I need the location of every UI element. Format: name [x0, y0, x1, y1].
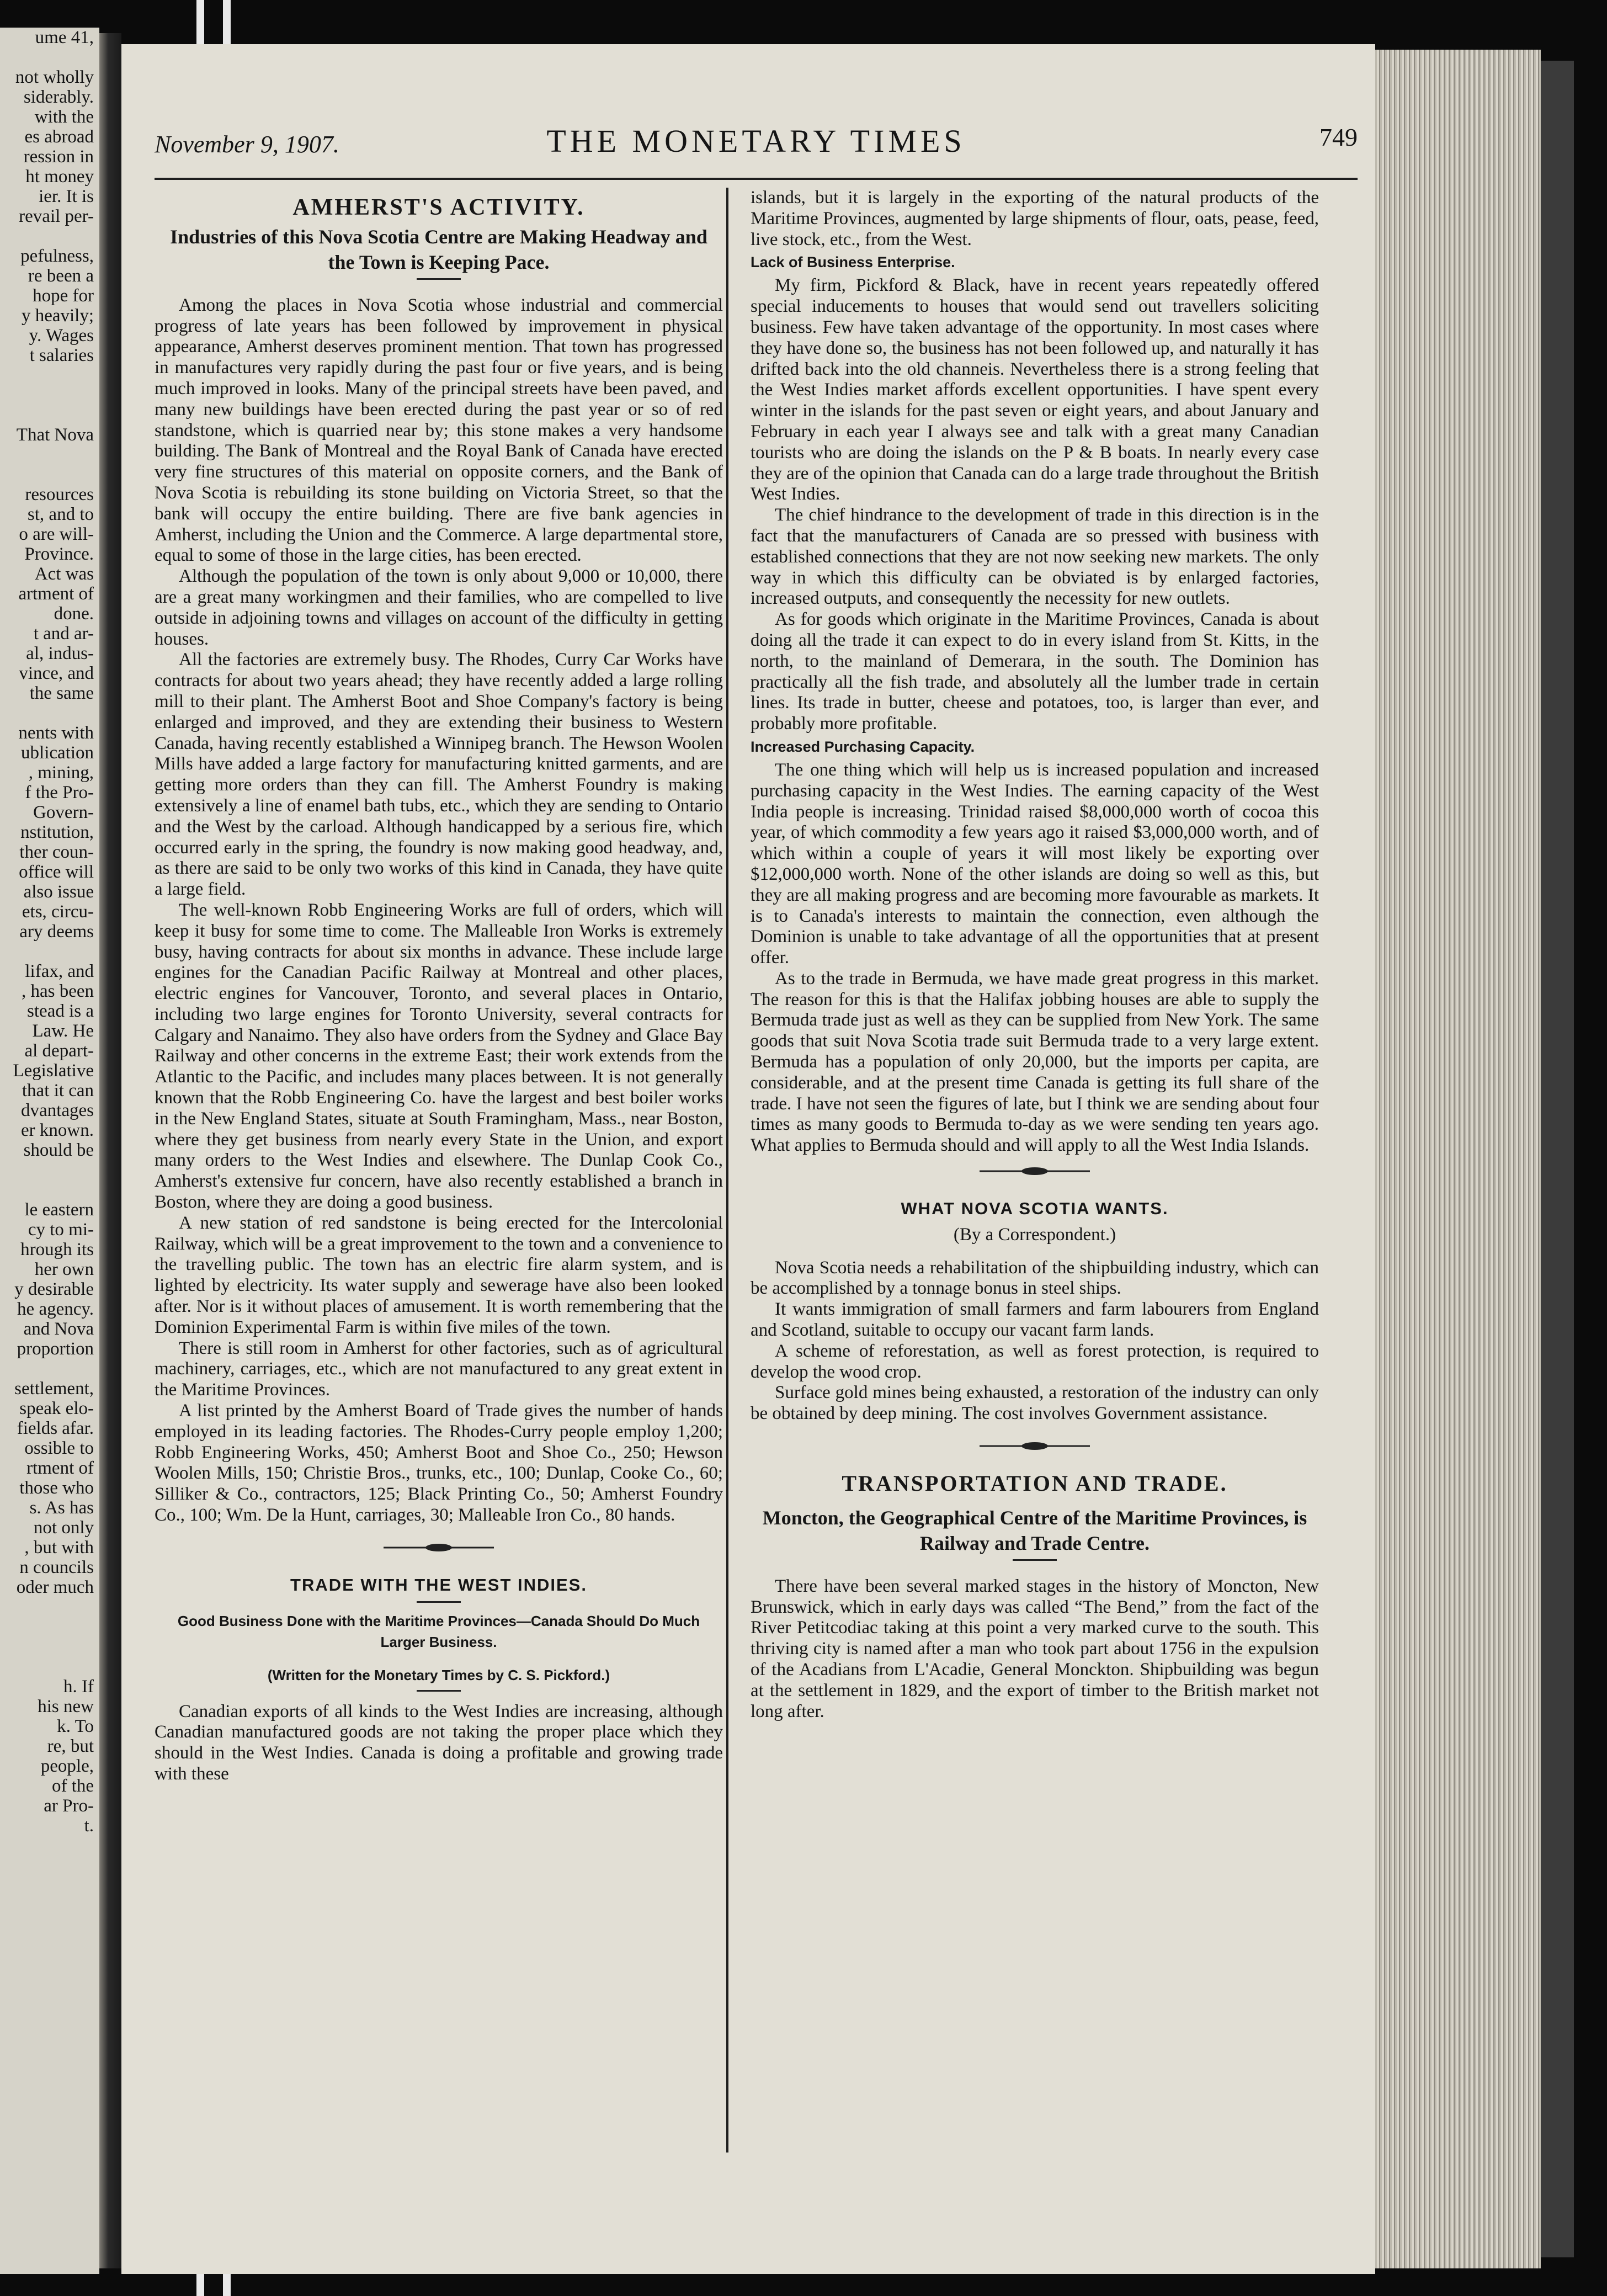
facing-page-text-fragment: not wholly [15, 67, 94, 87]
paragraph: Canadian exports of all kinds to the West Indies are increasing, although Canadian manufactured goods are not taking the proper place which they should in the West Indies. Canada is doing a profitable and growing trade with these [155, 1701, 723, 1784]
facing-page-text-fragment: t. [84, 1816, 94, 1836]
article-byline: (Written for the Monetary Times by C. S. Pickford.) [267, 1666, 610, 1683]
facing-page-text-fragment [0, 1160, 99, 1180]
title-rule [417, 1601, 461, 1603]
newspaper-page [121, 44, 1375, 2274]
facing-page-text-fragment: le eastern [24, 1200, 94, 1220]
facing-page-text-fragment [0, 1617, 99, 1637]
facing-page-text-fragment: speak elo- [19, 1399, 94, 1418]
facing-page-text-fragment: Law. He [32, 1021, 94, 1041]
paragraph: The one thing which will help us is increased population and increased purchasing capacity in the West Indies. The earning capacity of the West India people is increasing. Trinidad raised $8,000,000 worth of cocoa this year, of which commodity a few years ago it raised $3,000,000 worth, and of which within a couple of years it will most likely be exporting over $12,000,000 worth. None of the other islands are doing so well as this, but they are all making progress and are becoming more favourable as markets. It is to Canada's interests to maintain the connection, even although the Dominion is unable to take advantage of all the opportunities that at present offer. [751, 759, 1319, 968]
column-left [155, 188, 723, 1785]
paragraph: There is still room in Amherst for other factories, such as of agricultural machinery, carriages, etc., which are not manufactured to any great extent in the Maritime Provinces. [155, 1338, 723, 1400]
paragraph: As to the trade in Bermuda, we have made great progress in this market. The reason for this is that the Halifax jobbing houses are able to supply the Bermuda trade just as well as they can be supplied from New York. The same goods that suit Nova Scotia trade suit Bermuda trade to a very large extent. Bermuda has a population of only 20,000, but the imports per capita, are considerable, and at the present time Canada is getting its full share of the trade. I have not seen the figures of late, but I think we are sending about four times as many goods to Bermuda to-day as we were sending ten years ago. What applies to Bermuda should and will apply to all the West India Islands. [751, 968, 1319, 1156]
facing-page-text-fragment: stead is a [27, 1001, 94, 1021]
facing-page-text-fragment: nstitution, [20, 822, 94, 842]
facing-page-text-fragment: y heavily; [21, 306, 94, 326]
paragraph: Although the population of the town is only about 9,000 or 10,000, there are a great many workingmen and their families, who are compelled to live outside in adjoining towns and villages on account of the difficulty in getting houses. [155, 566, 723, 649]
facing-page-text-fragment: rtment of [26, 1458, 94, 1478]
facing-page-text-fragment: also issue [23, 882, 94, 902]
facing-page-text-fragment: and Nova [23, 1319, 94, 1339]
paragraph: As for goods which originate in the Maritime Provinces, Canada is about doing all the trade it can expect to do in every island from St. Kitts, in the north, to the mainland of Demerara, in the south. The Dominion has practically all the fish trade, and absolutely all the lumber trade in certain lines. Its trade in butter, cheese and potatoes, too, is larger than ever, and probably more profitable. [751, 609, 1319, 734]
page-edge-shadow [1541, 61, 1574, 2257]
facing-page-text-fragment: lifax, and [25, 961, 94, 981]
facing-page-text-fragment: of the [51, 1776, 94, 1796]
facing-page-text-fragment: al depart- [24, 1041, 94, 1061]
facing-page-text-fragment: proportion [17, 1339, 94, 1359]
facing-page-text-fragment: not only [33, 1518, 94, 1538]
page-number: 749 [1319, 123, 1358, 151]
facing-page-text-fragment: Govern- [33, 802, 94, 822]
facing-page-text-fragment: es abroad [24, 127, 94, 147]
article-byline: (By a Correspondent.) [953, 1224, 1116, 1245]
facing-page-text-fragment: nents with [18, 723, 94, 743]
article-subtitle: Industries of this Nova Scotia Centre are Making Headway and the Town is Keeping Pace. [170, 225, 707, 273]
facing-page-text-fragment [0, 1637, 99, 1657]
facing-page-text-fragment: artment of [18, 584, 94, 604]
ornament-divider [980, 1166, 1090, 1176]
page-header [155, 116, 1358, 171]
facing-page-text-fragment: those who [19, 1478, 94, 1498]
facing-page-text-fragment: t and ar- [33, 624, 94, 644]
facing-page-text-fragment: k. To [57, 1716, 94, 1736]
title-rule [417, 278, 461, 280]
facing-page-text-fragment: vince, and [19, 663, 94, 683]
article-subtitle: Moncton, the Geographical Centre of the Maritime Provinces, is Railway and Trade Centre. [762, 1506, 1307, 1554]
article-title: AMHERST'S ACTIVITY. [292, 195, 585, 220]
facing-page-text-fragment: ary deems [19, 922, 94, 942]
facing-page-text-fragment: hope for [33, 286, 94, 306]
title-rule [417, 1690, 461, 1692]
facing-page-text-fragment: her own [34, 1259, 94, 1279]
section-heading: Lack of Business Enterprise. [751, 254, 955, 271]
paragraph: Nova Scotia needs a rehabilitation of the shipbuilding industry, which can be accomplished by a tonnage bonus in steel ships. [751, 1257, 1319, 1299]
facing-page-text-fragment: cy to mi- [28, 1220, 94, 1240]
facing-page-text-fragment: ther coun- [19, 842, 94, 862]
header-rule [155, 178, 1358, 180]
paragraph: My firm, Pickford & Black, have in recent years repeatedly offered special inducements to houses that would send out travellers soliciting business. Few have taken advantage of the opportunity. In most cases where they have done so, the business has not been followed up, and naturally it has drifted back into the old channeis. Nevertheless there is a strong feeling that the West Indies market affords excellent opportunities. I have spent every winter in the islands for the past seven or eight years, and about January and February in each year I always see and talk with a great many Canadian tourists who are doing the islands on the P & B boats. In nearly every case they are of the opinion that Canada can do a large trade throughout the British West Indies. [751, 275, 1319, 504]
facing-page-text-fragment [0, 1597, 99, 1617]
facing-page-text-fragment: done. [54, 604, 94, 624]
ornament-divider [384, 1543, 494, 1553]
facing-page-text-fragment [0, 703, 99, 723]
facing-page-text-fragment: Legislative [13, 1061, 94, 1081]
column-rule [726, 188, 728, 2152]
facing-page-text-fragment: , but with [24, 1538, 94, 1558]
paragraph: The well-known Robb Engineering Works are full of orders, which will keep it busy for some time to come. The Malleable Iron Works is extremely busy, having contracts for about six months in advance. These include large engines for the Canadian Pacific Railway at Montreal and other places, electric engines for Vancouver, Toronto, and several places in Ontario, including two large engines for Toronto University, several contracts for Calgary and Nanaimo. They also have orders from the Sydney and Glace Bay Railway and other concerns in the extreme East; their work extends from the Atlantic to the Pacific, and includes many places between. It is not generally known that the Robb Engineering Co. have the largest and best boiler works in the New England States, situate at South Framingham, Mass., near Boston, where they get business from nearly every State in the Union, and export many orders to the West Indies and elsewhere. The Dunlap Cook Co., Amherst's extensive fur concern, have also recently established a branch in Boston, where they are doing a good business. [155, 900, 723, 1213]
paragraph: It wants immigration of small farmers and farm labourers from England and Scotland, suitable to occupy our vacant farm lands. [751, 1299, 1319, 1341]
paragraph: All the factories are extremely busy. The Rhodes, Curry Car Works have contracts for about two years ahead; they have recently added a large rolling mill to their plant. The Amherst Boot and Shoe Company's factory is being enlarged and improved, and they are extending their business to Western Canada, having recently established a Winnipeg branch. The Hewson Woolen Mills have added a large factory for manufacturing knitted garments, and are getting more orders than they can fill. The Amherst Foundry is making extensively a line of enamel bath tubs, etc., which they are sending to Ontario and the West by the carload. Although handicapped by a serious fire, which occurred early in the spring, the foundry is now making good headway, and, as there are said to be only two works of this kind in Canada, they have quite a large field. [155, 650, 723, 900]
facing-page-text-fragment: s. As has [29, 1498, 94, 1518]
facing-page-text-fragment: dvantages [21, 1101, 94, 1120]
facing-page-text-fragment: er known. [21, 1120, 94, 1140]
facing-page-text-fragment [0, 1657, 99, 1677]
facing-page-text-fragment [0, 1359, 99, 1379]
facing-page-text-fragment: re been a [28, 266, 94, 286]
facing-page-text-fragment [0, 465, 99, 485]
paragraph: Among the places in Nova Scotia whose industrial and commercial progress of late years has been followed by improvement in physical appearance, Amherst deserves prominent mention. That town has progressed in manufactures very rapidly during the past four or five years, and is being much improved in looks. Many of the principal streets have been paved, and many new buildings have been erected during the past year or so of red standstone, which is quarried near by; this stone makes a very handsome building. The Bank of Montreal and the Royal Bank of Canada have erected very fine structures of this material on opposite corners, and the Bank of Nova Scotia is rebuilding its stone building on Victoria Street, so that the bank will occupy the entire building. There are five bank agencies in Amherst, including the Union and the Commerce. A large departmental store, equal to some of those in the large cities, has been erected. [155, 295, 723, 566]
facing-page-text-fragment: y desirable [14, 1279, 94, 1299]
facing-page-text-fragment: , mining, [28, 763, 94, 783]
facing-page-text-fragment: ossible to [24, 1438, 94, 1458]
facing-page-text-fragment: fields afar. [17, 1418, 94, 1438]
facing-page-text-fragment [0, 942, 99, 961]
facing-page-text-fragment: al, indus- [26, 644, 94, 663]
facing-page-text-fragment: ets, circu- [22, 902, 94, 922]
paragraph: A list printed by the Amherst Board of Trade gives the number of hands employed in its leading factories. The Rhodes-Curry people employ 1,200; Robb Engineering Works, 450; Amherst Boot and Shoe Co., 250; Hewson Woolen Mills, 150; Christie Bros., trunks, etc., 100; Dunlap, Cooke Co., 60; Silliker & Co., contractors, 125; Black Printing Co., 50; Amherst Foundry Co., 100; Wm. De la Hunt, carriages, 30; Malleable Iron Co., 80 hands. [155, 1401, 723, 1526]
binding-gutter [99, 33, 121, 2268]
facing-page-text-fragment: ar Pro- [44, 1796, 94, 1816]
facing-page-text-fragment [0, 1180, 99, 1200]
facing-page-text-fragment: ier. It is [39, 187, 94, 206]
paragraph: islands, but it is largely in the exporting of the natural products of the Maritime Provinces, augmented by large shipments of flour, oats, pease, feed, live stock, etc., from the West. [751, 188, 1319, 249]
facing-page-text-fragment: ublication [21, 743, 94, 763]
facing-page-text-fragment [0, 385, 99, 405]
facing-page-text-fragment [0, 365, 99, 385]
facing-page-text-fragment: pefulness, [20, 246, 94, 266]
facing-page-text-fragment: t salaries [29, 346, 94, 365]
column-right [751, 188, 1319, 1722]
facing-page-text-fragment [0, 445, 99, 465]
facing-page-text-fragment [0, 226, 99, 246]
facing-page-text-fragment: the same [29, 683, 94, 703]
paragraph: A scheme of reforestation, as well as forest protection, is required to develop the wood crop. [751, 1341, 1319, 1382]
facing-page-text-fragment: ht money [25, 167, 94, 187]
facing-page-text-fragment: he agency. [17, 1299, 94, 1319]
facing-page-text-fragment: ume 41, [35, 28, 94, 47]
paragraph: A new station of red sandstone is being erected for the Intercolonial Railway, which will be a great improvement to the town and a convenience to the travelling public. The town has an electric fire alarm system, and is lighted by electricity. Its water supply and sewerage have also been looked after. Nor is it without places of amusement. It is worth remembering that the Dominion Experimental Farm is within five miles of the town. [155, 1213, 723, 1337]
facing-page-text-fragment [0, 405, 99, 425]
ornament-divider [980, 1441, 1090, 1451]
paragraph: There have been several marked stages in the history of Moncton, New Brunswick, which in early days was called “The Bend,” from the fact of the River Petitcodiac taking at this point a very marked curve to the south. This thriving city is named after a man who took part about 1756 in the expulsion of the Acadians from L'Acadie, General Monckton. Shipbuilding was begun at the settlement in 1829, and the export of timber to the British market not long after. [751, 1576, 1319, 1721]
facing-page-text-fragment: o are will- [19, 524, 94, 544]
facing-page-text-fragment: n councils [19, 1558, 94, 1577]
facing-page-text-fragment: ression in [23, 147, 94, 167]
facing-page-text-fragment: st, and to [27, 504, 94, 524]
facing-page-text-fragment: office will [19, 862, 94, 882]
article-title: TRANSPORTATION AND TRADE. [842, 1471, 1228, 1496]
facing-page-text-fragment: Province. [24, 544, 94, 564]
article-title: TRADE WITH THE WEST INDIES. [290, 1575, 587, 1595]
facing-page-text-fragment: people, [40, 1756, 94, 1776]
facing-page-text-fragment: h. If [63, 1677, 94, 1697]
paragraph: The chief hindrance to the development of trade in this direction is in the fact that the manufacturers of Canada are so pressed with business with established connections that they are not now seeking new markets. The only way in which this difficulty can be obviated is by enlarged factories, increased outputs, and consequently the necessity for new outlets. [751, 505, 1319, 609]
paragraph: Surface gold mines being exhausted, a restoration of the industry can only be obtained by deep mining. The cost involves Government assistance. [751, 1383, 1319, 1424]
masthead: THE MONETARY TIMES [546, 123, 966, 159]
issue-date: November 9, 1907. [155, 131, 339, 158]
article-subtitle: Good Business Done with the Maritime Provinces—Canada Should Do Much Larger Business. [177, 1612, 700, 1650]
facing-page-text-fragment: Act was [34, 564, 94, 584]
facing-page-text-fragment: revail per- [19, 206, 94, 226]
facing-page-text-fragment: oder much [16, 1577, 94, 1597]
facing-page-text-fragment: siderably. [23, 87, 94, 107]
facing-page-text-fragment: hrough its [20, 1240, 94, 1259]
page-edge-stack [1375, 50, 1541, 2268]
facing-page-text-fragment: re, but [47, 1736, 94, 1756]
article-title: WHAT NOVA SCOTIA WANTS. [901, 1199, 1169, 1219]
facing-page-text-fragment: y. Wages [29, 326, 94, 346]
facing-page-text-fragment: resources [25, 485, 94, 504]
facing-page-text-fragment: should be [23, 1140, 94, 1160]
facing-page-text-fragment: f the Pro- [25, 783, 94, 802]
facing-page-text-fragment: settlement, [14, 1379, 94, 1399]
facing-page-text-fragment: with the [34, 107, 94, 127]
section-heading: Increased Purchasing Capacity. [751, 738, 975, 755]
facing-page-text-fragment: that it can [22, 1081, 94, 1101]
facing-page-fragment [0, 28, 99, 2274]
title-rule [1013, 1559, 1057, 1561]
facing-page-text-fragment [0, 47, 99, 67]
facing-page-text-fragment: , has been [21, 981, 94, 1001]
facing-page-text-fragment: his new [38, 1697, 94, 1716]
facing-page-text-fragment: That Nova [16, 425, 94, 445]
